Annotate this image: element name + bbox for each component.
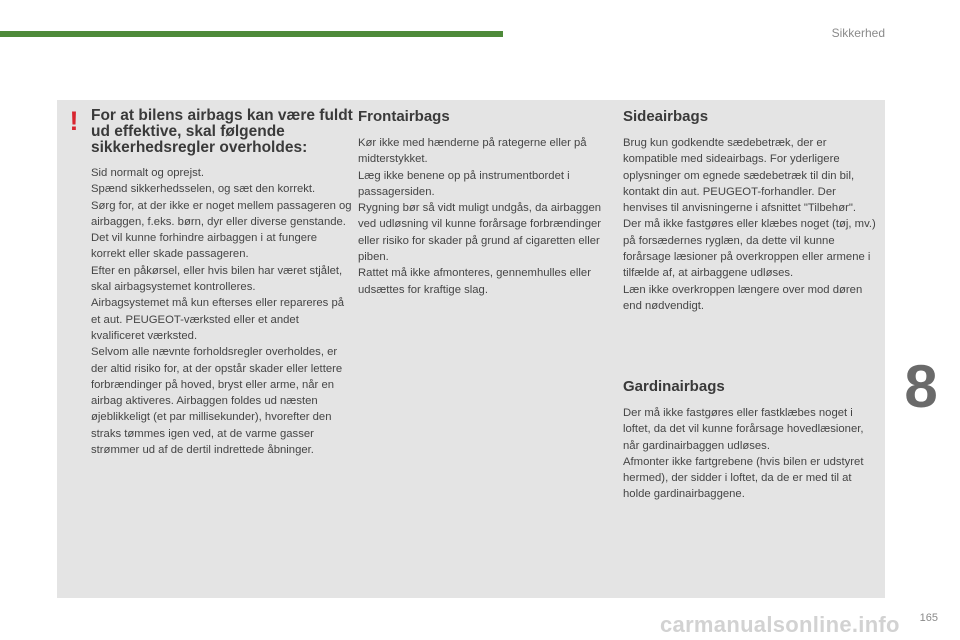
chapter-number: 8	[904, 353, 938, 420]
gardinairbags-heading: Gardinairbags	[623, 378, 725, 395]
sideairbags-body: Brug kun godkendte sædebetræk, der er kompatible med sideairbags. For yderligere oplysninger om egnede sædebetræk til din bil, kontakt din aut. PEUGEOT-forhandler. Der henvises til anvisningerne i afsnittet "Tilbehør". Der må ikke fastgøres eller klæbes noget (tøj, mv.) på forsædernes ryglæn, da dette vil kunne forårsage læsioner på overkroppen eller armene i tilfælde af, at airbaggene udløses. Læn ikke overkroppen længere over mod døren end nødvendigt.	[623, 137, 876, 312]
sideairbags-column	[623, 108, 881, 314]
page-number: 165	[919, 612, 938, 624]
frontairbags-heading: Frontairbags	[358, 108, 450, 125]
section-title: Sikkerhed	[831, 26, 885, 40]
gardinairbags-body: Der må ikke fastgøres eller fastklæbes noget i loftet, da det vil kunne forårsage hovedlæsioner, når gardinairbaggen udløses. Afmonter ikke fartgrebene (hvis bilen er udstyret hermed), der sidder i loftet, da de er med til at holde gardinairbaggene.	[623, 407, 864, 501]
warning-heading: For at bilens airbags kan være fuldt ud effektive, skal følgende sikkerhedsregler overholdes:	[91, 107, 353, 156]
warning-column	[91, 108, 353, 458]
exclamation-icon: !	[69, 106, 79, 136]
frontairbags-column	[358, 108, 614, 298]
frontairbags-body: Kør ikke med hænderne på rategerne eller på midterstykket. Læg ikke benene op på instrumentbordet i passagersiden. Rygning bør så vidt muligt undgås, da airbaggen ved udløsning vil kunne forårsage forbrændinger eller risiko for skader på grund af cigaretten eller piben. Rattet må ikke afmonteres, gennemhulles eller udsættes for kraftige slag.	[358, 137, 602, 296]
sideairbags-heading: Sideairbags	[623, 108, 709, 125]
section-accent-bar	[0, 31, 503, 37]
warning-body: Sid normalt og oprejst. Spænd sikkerhedsselen, og sæt den korrekt. Sørg for, at der ikke er noget mellem passageren og airbaggen, f.eks. børn, dyr eller diverse genstande. Det vil kunne forhindre airbaggen i at fungere korrekt eller skade passageren. Efter en påkørsel, eller hvis bilen har været stjålet, skal airbagsystemet kontrolleres. Airbagsystemet må kun efterses eller repareres på et aut. PEUGEOT-værksted eller et andet kvalificeret værksted. Selvom alle nævnte forholdsregler overholdes, er der altid risiko for, at der opstår skader eller lettere forbrændinger på hoved, bryst eller arme, når en airbag aktiveres. Airbaggen foldes ud næsten øjeblikkeligt (et par millisekunder), hvorefter den straks tømmes igen ved, at de varme gasser strømmer ud af de dertil indrettede åbninger.	[91, 167, 352, 457]
watermark: carmanualsonline.info	[660, 612, 900, 637]
gardinairbags-column	[623, 378, 881, 503]
